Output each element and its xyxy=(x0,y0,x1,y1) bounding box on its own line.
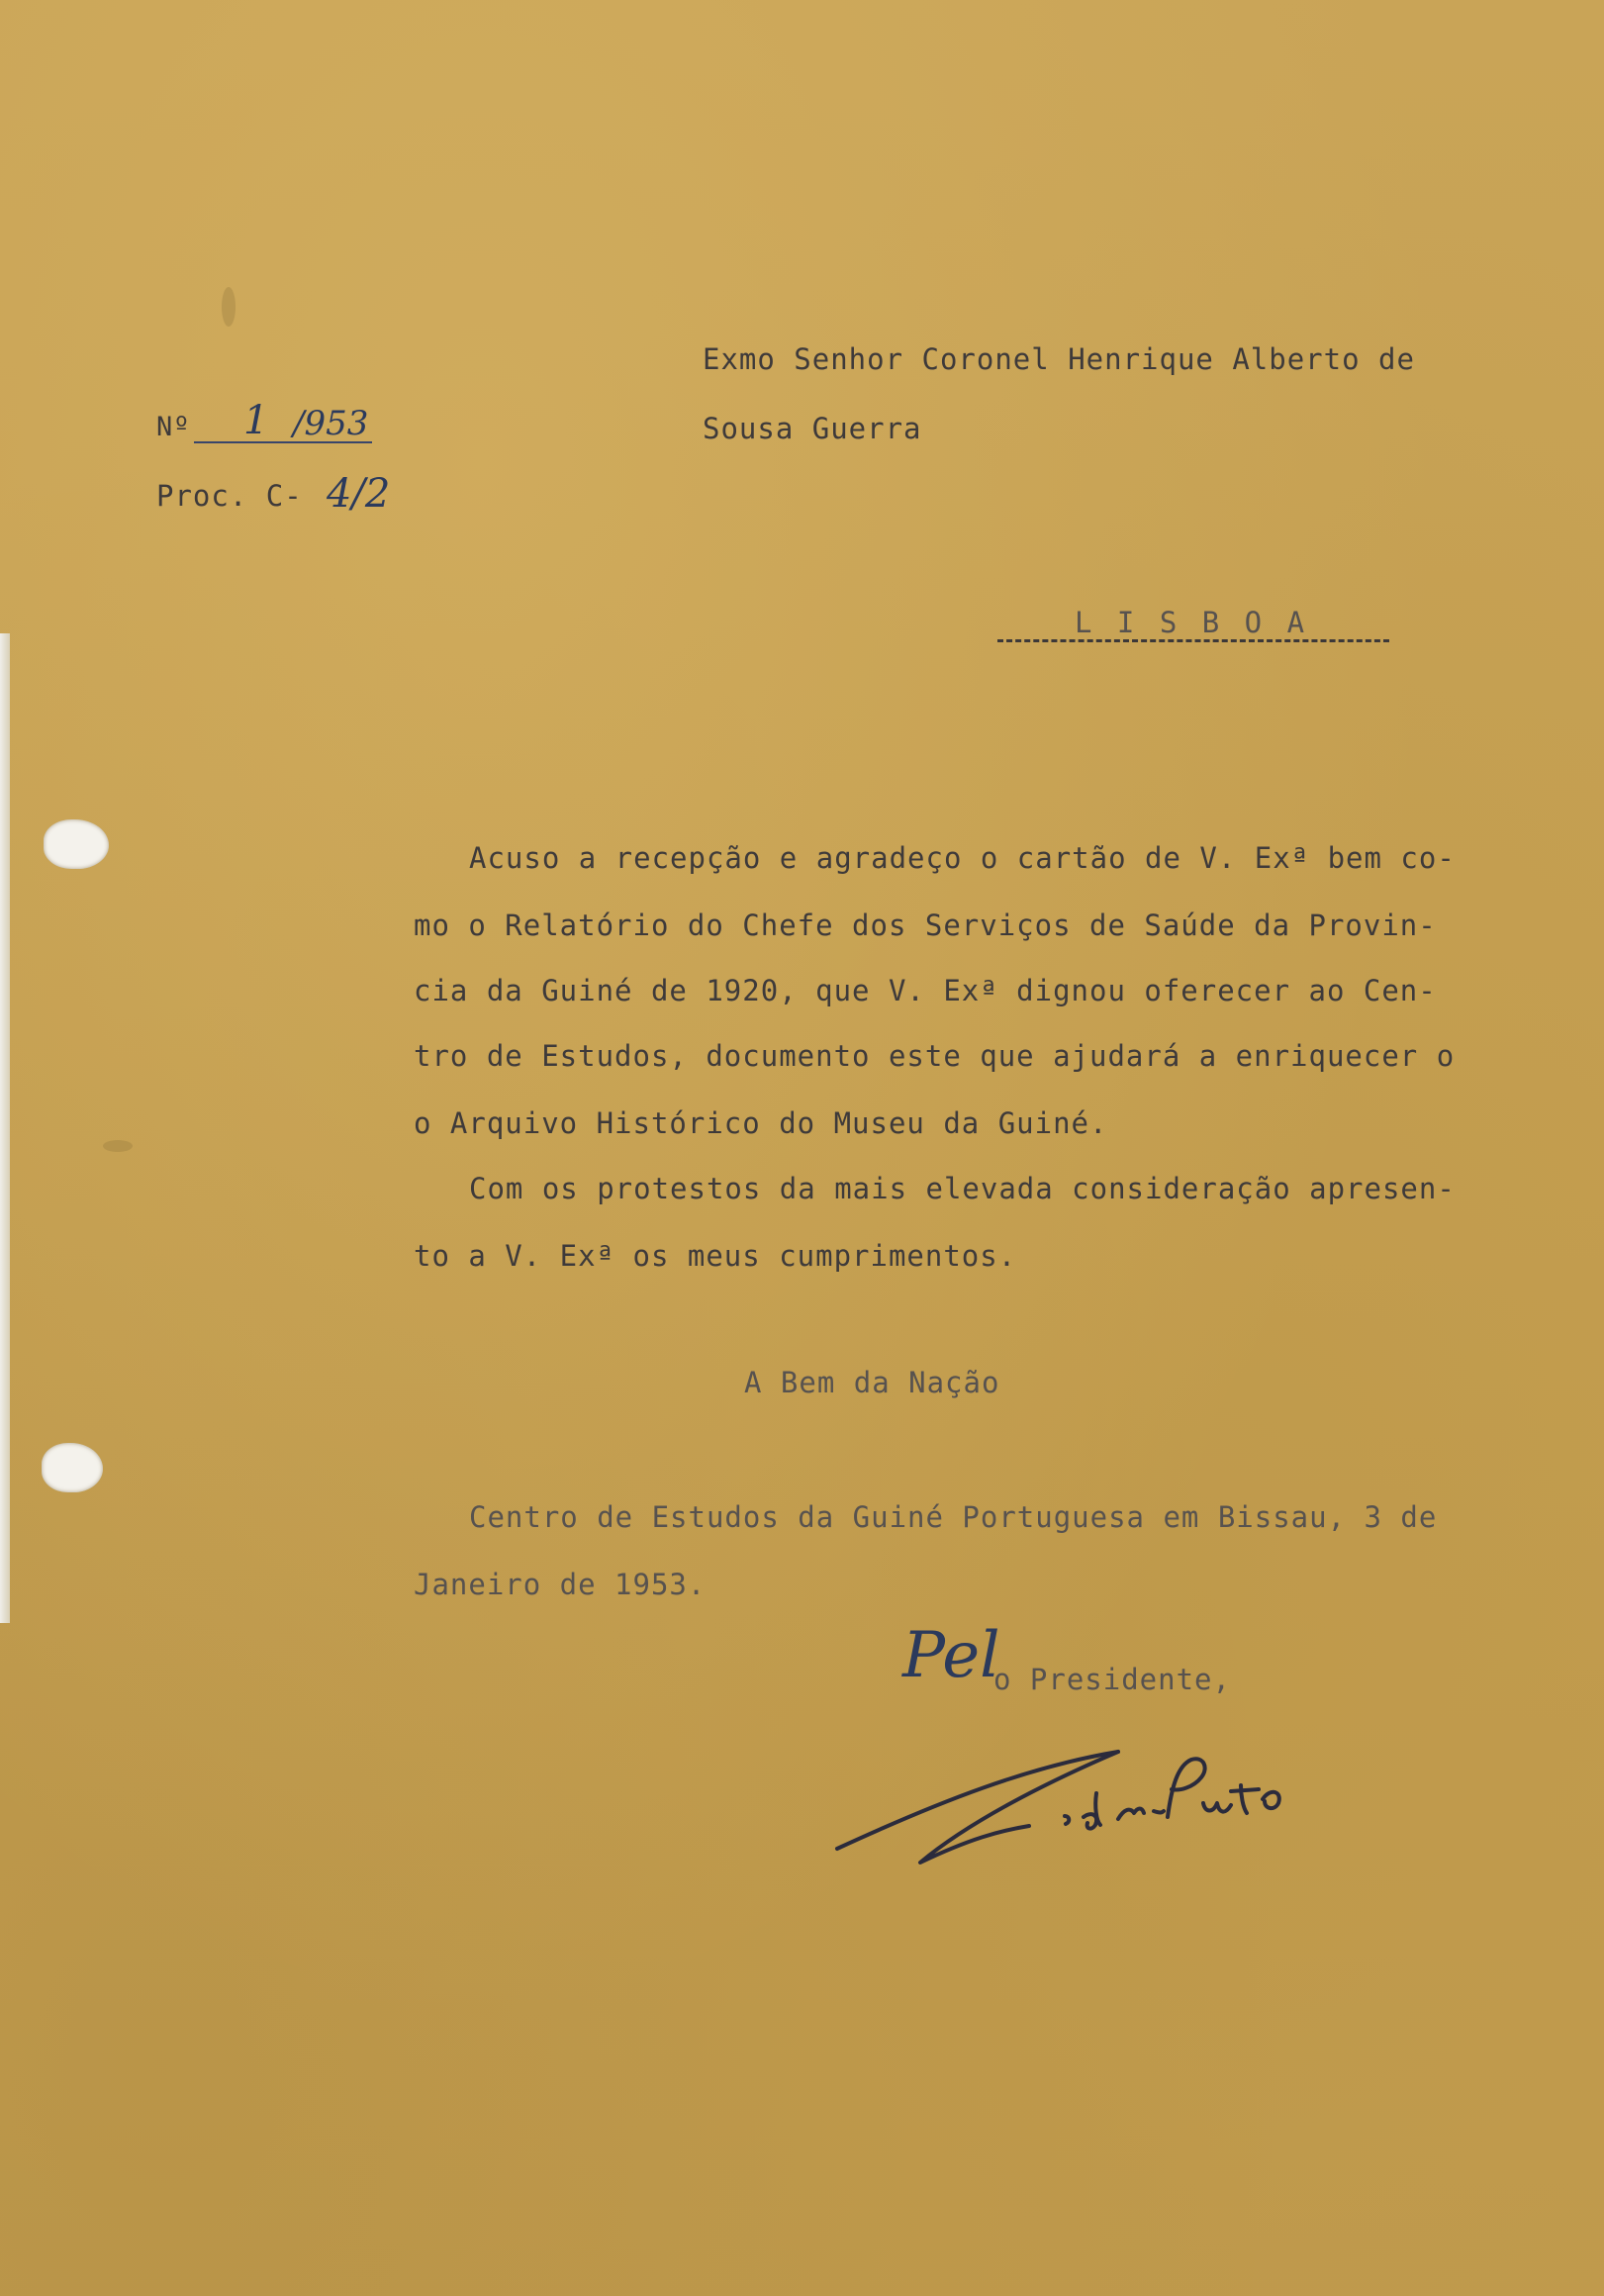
reference-number-underline xyxy=(194,441,372,443)
paper-left-edge xyxy=(0,633,10,1623)
body-line: mo o Relatório do Chefe dos Serviços de Saúde da Provin- xyxy=(414,909,1437,942)
proc-label: Proc. C- xyxy=(156,479,303,513)
salutation: A Bem da Nação xyxy=(744,1366,1000,1399)
proc-value: 4/2 xyxy=(327,471,391,517)
signatory-title: o Presidente, xyxy=(993,1663,1231,1696)
reference-year: /953 xyxy=(293,404,369,443)
place-date-line-2: Janeiro de 1953. xyxy=(414,1568,707,1601)
reference-number-value: 1 xyxy=(243,398,269,443)
punch-hole-lower xyxy=(42,1443,103,1492)
place-date-line-1: Centro de Estudos da Guiné Portuguesa em Bissau, 3 de xyxy=(469,1500,1438,1534)
signature xyxy=(821,1712,1375,1880)
body-line: to a V. Exª os meus cumprimentos. xyxy=(414,1239,1017,1273)
body-line: tro de Estudos, documento este que ajudará a enriquecer o xyxy=(414,1039,1456,1073)
reference-number-label: Nº xyxy=(156,412,191,442)
body-line: Acuso a recepção e agradeço o cartão de V. Exª bem co- xyxy=(469,841,1456,875)
body-line: o Arquivo Histórico do Museu da Guiné. xyxy=(414,1106,1108,1140)
handwritten-pel: Pel xyxy=(902,1619,1000,1692)
punch-hole-upper xyxy=(44,819,109,869)
city-heading-underline xyxy=(997,639,1389,642)
paper-stain xyxy=(103,1140,133,1152)
body-line: cia da Guiné de 1920, que V. Exª dignou oferecer ao Cen- xyxy=(414,974,1437,1007)
addressee-line-1: Exmo Senhor Coronel Henrique Alberto de xyxy=(703,342,1415,376)
body-line: Com os protestos da mais elevada consideração apresen- xyxy=(469,1172,1456,1205)
paper-stain xyxy=(222,287,236,327)
addressee-line-2: Sousa Guerra xyxy=(703,412,922,445)
city-heading: L I S B O A xyxy=(1075,606,1309,639)
